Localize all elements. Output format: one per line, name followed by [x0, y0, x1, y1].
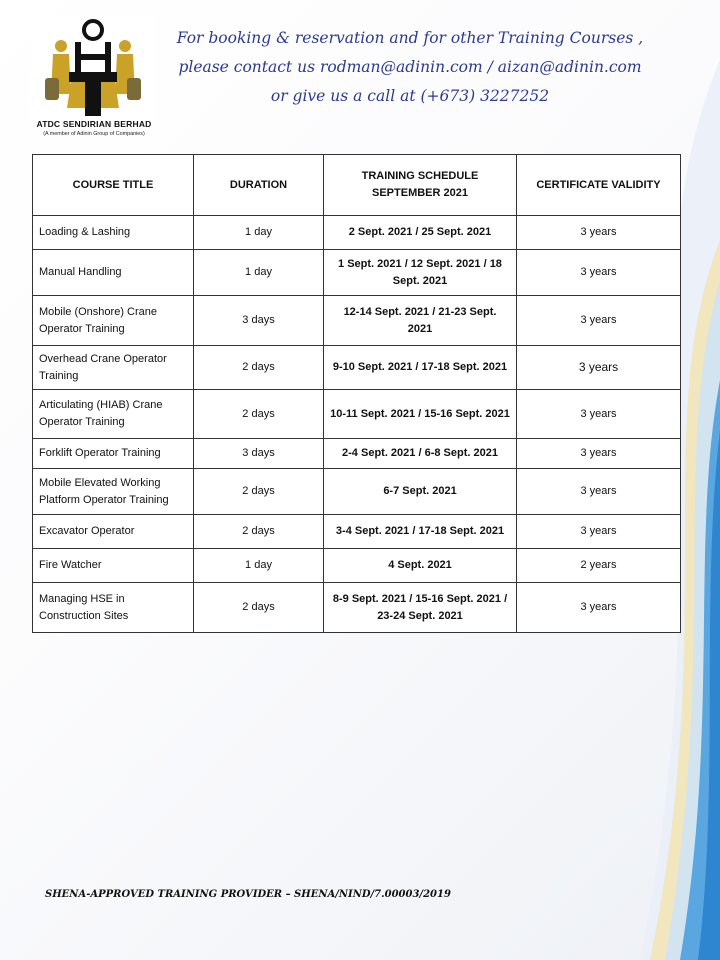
- duration-cell: 2 days: [194, 583, 324, 633]
- duration-cell: 2 days: [194, 346, 324, 390]
- validity-cell: 3 years: [517, 216, 681, 250]
- table-row: [33, 296, 681, 346]
- schedule-cell: 6-7 Sept. 2021: [324, 469, 517, 515]
- course-title-cell: Managing HSE in Construction Sites: [33, 583, 194, 633]
- validity-cell: 3 years: [517, 583, 681, 633]
- training-schedule-table: [32, 154, 681, 633]
- duration-cell: 3 days: [194, 439, 324, 469]
- header-course-title: COURSE TITLE: [33, 155, 194, 216]
- duration-cell: 1 day: [194, 250, 324, 296]
- table-row: [33, 250, 681, 296]
- schedule-cell: 2-4 Sept. 2021 / 6-8 Sept. 2021: [324, 439, 517, 469]
- validity-cell: 3 years: [517, 250, 681, 296]
- duration-cell: 1 day: [194, 216, 324, 250]
- contact-line-2: please contact us rodman@adinin.com / aizan@adinin.com: [178, 58, 642, 76]
- table-row: [33, 549, 681, 583]
- schedule-cell: 10-11 Sept. 2021 / 15-16 Sept. 2021: [324, 390, 517, 439]
- company-member-note: (A member of Adinin Group of Companies): [43, 131, 145, 137]
- schedule-cell: 12-14 Sept. 2021 / 21-23 Sept. 2021: [324, 296, 517, 346]
- accreditation-footer: SHENA-APPROVED TRAINING PROVIDER – SHENA/NIND/7.00003/2019: [45, 889, 451, 900]
- company-name: ATDC SENDIRIAN BERHAD: [36, 119, 152, 129]
- validity-cell: 3 years: [517, 515, 681, 549]
- atdc-emblem-icon: [31, 16, 155, 120]
- header-certificate-validity: CERTIFICATE VALIDITY: [517, 155, 681, 216]
- table-row: [33, 346, 681, 390]
- course-title-cell: Fire Watcher: [33, 549, 194, 583]
- header-schedule-line-2: SEPTEMBER 2021: [372, 187, 468, 199]
- validity-cell: 3 years: [517, 469, 681, 515]
- schedule-cell: 2 Sept. 2021 / 25 Sept. 2021: [324, 216, 517, 250]
- validity-cell: 3 years: [517, 296, 681, 346]
- duration-cell: 2 days: [194, 515, 324, 549]
- schedule-cell: 1 Sept. 2021 / 12 Sept. 2021 / 18 Sept. 2021: [324, 250, 517, 296]
- table-row: [33, 583, 681, 633]
- validity-cell: 3 years: [517, 346, 681, 390]
- schedule-cell: 8-9 Sept. 2021 / 15-16 Sept. 2021 / 23-24 Sept. 2021: [324, 583, 517, 633]
- table-row: [33, 515, 681, 549]
- schedule-cell: 3-4 Sept. 2021 / 17-18 Sept. 2021: [324, 515, 517, 549]
- duration-cell: 2 days: [194, 469, 324, 515]
- company-logo: [31, 16, 157, 144]
- table-row: [33, 390, 681, 439]
- contact-header: [170, 24, 650, 111]
- course-title-cell: Forklift Operator Training: [33, 439, 194, 469]
- duration-cell: 2 days: [194, 390, 324, 439]
- course-title-cell: Overhead Crane Operator Training: [33, 346, 194, 390]
- schedule-cell: 4 Sept. 2021: [324, 549, 517, 583]
- validity-cell: 3 years: [517, 390, 681, 439]
- validity-cell: 3 years: [517, 439, 681, 469]
- course-title-cell: Mobile Elevated Working Platform Operator Training: [33, 469, 194, 515]
- header-training-schedule: [324, 155, 517, 216]
- course-title-cell: Mobile (Onshore) Crane Operator Training: [33, 296, 194, 346]
- table-row: [33, 216, 681, 250]
- table-row: [33, 469, 681, 515]
- validity-cell: 2 years: [517, 549, 681, 583]
- course-title-cell: Manual Handling: [33, 250, 194, 296]
- header-duration: DURATION: [194, 155, 324, 216]
- course-title-cell: Excavator Operator: [33, 515, 194, 549]
- table-header-row: [33, 155, 681, 216]
- header-schedule-line-1: TRAINING SCHEDULE: [361, 170, 479, 182]
- course-title-cell: Loading & Lashing: [33, 216, 194, 250]
- duration-cell: 3 days: [194, 296, 324, 346]
- course-title-cell: Articulating (HIAB) Crane Operator Training: [33, 390, 194, 439]
- table-row: [33, 439, 681, 469]
- contact-line-1: For booking & reservation and for other Training Courses ,: [176, 29, 644, 47]
- duration-cell: 1 day: [194, 549, 324, 583]
- contact-line-3: or give us a call at (+673) 3227252: [270, 87, 550, 105]
- schedule-cell: 9-10 Sept. 2021 / 17-18 Sept. 2021: [324, 346, 517, 390]
